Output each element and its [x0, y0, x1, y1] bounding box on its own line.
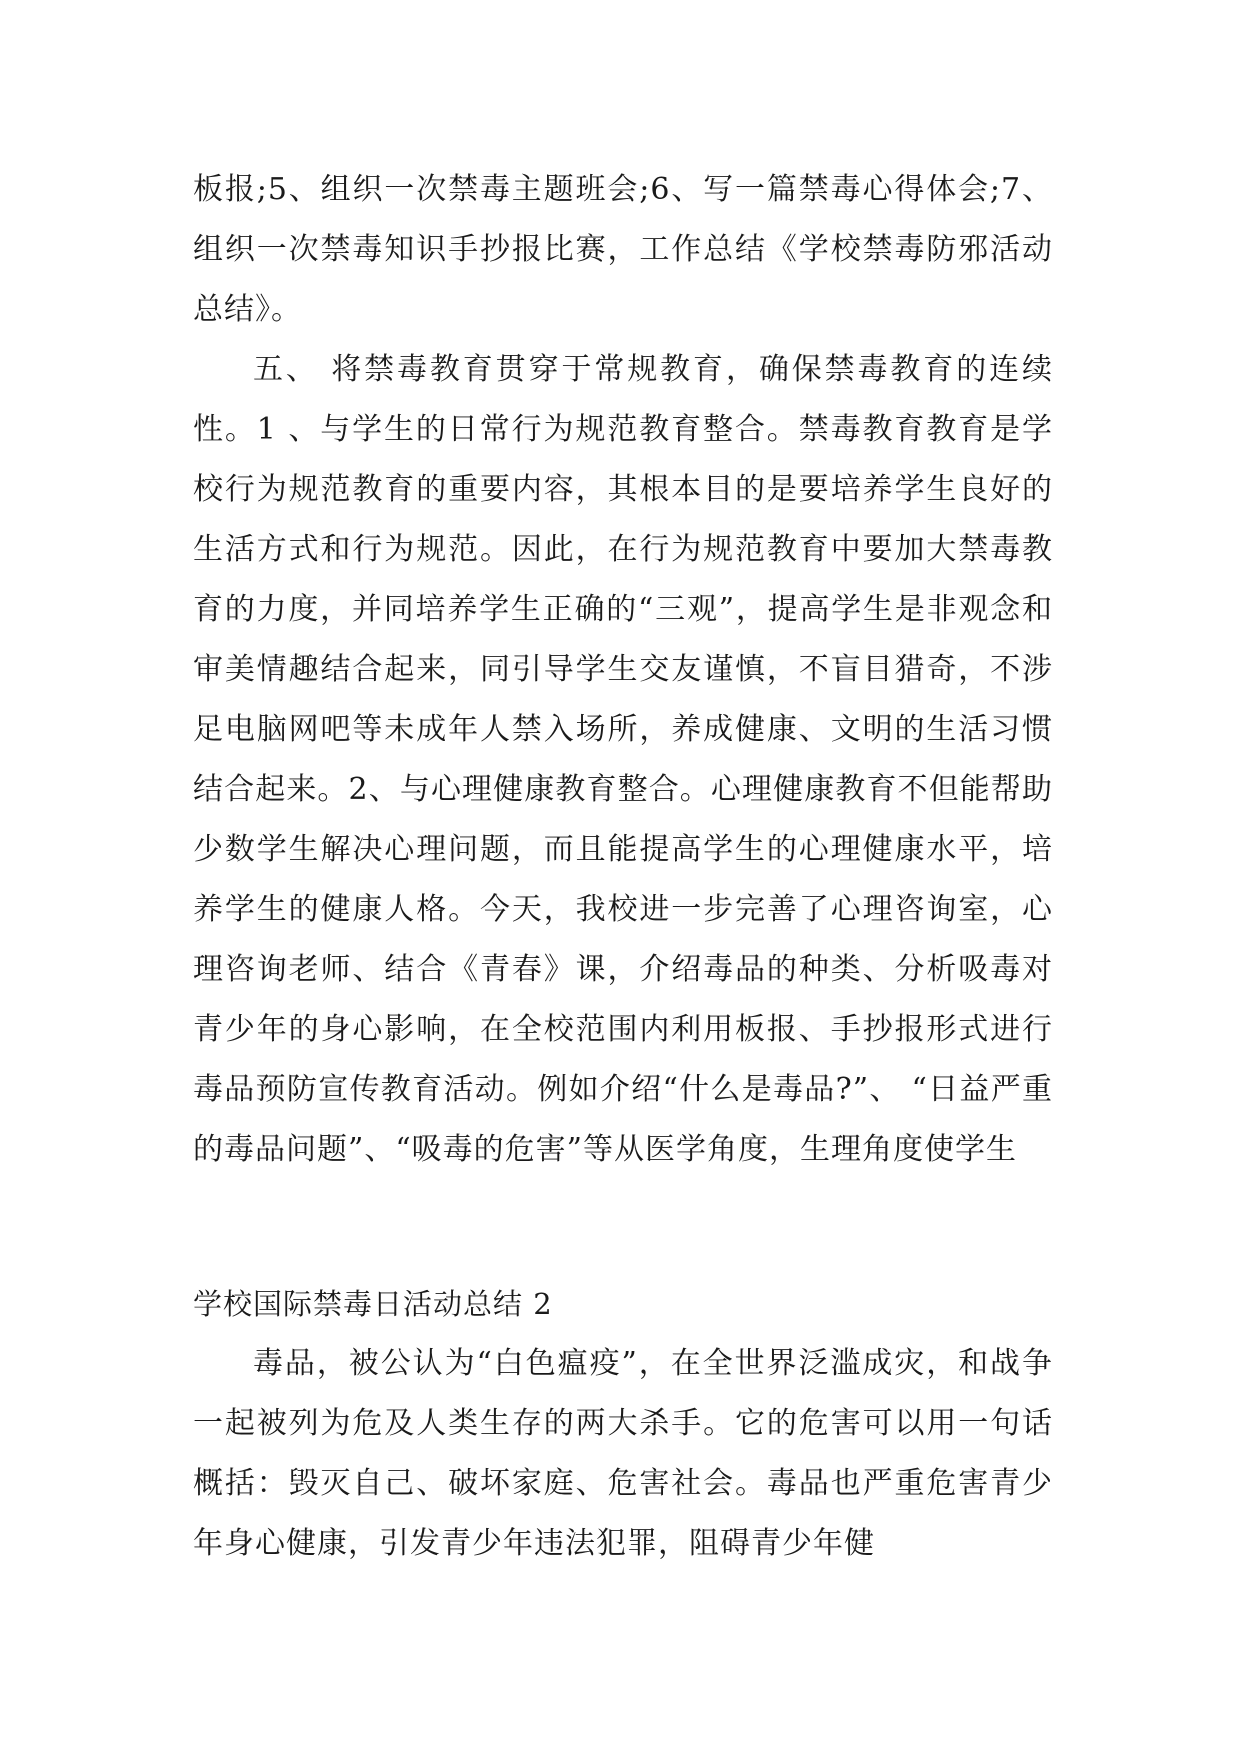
paragraph-continued: 板报;5、组织一次禁毒主题班会;6、写一篇禁毒心得体会;7、组织一次禁毒知识手抄报比赛，工作总结《学校禁毒防邪活动总结》。: [193, 172, 1053, 327]
paragraph-section-five: 五、 将禁毒教育贯穿于常规教育，确保禁毒教育的连续性。1 、与学生的日常行为规范教育整合。禁毒教育教育是学校行为规范教育的重要内容，其根本目的是要培养学生良好的生活方式和行为规范。因此，在行为规范教育中要加大禁毒教育的力度，并同培养学生正确的“三观”，提高学生是非观念和审美情趣结合起来，同引导学生交友谨慎，不盲目猎奇，不涉足电脑网吧等未成年人禁入场所，养成健康、文明的生活习惯结合起来。2、与心理健康教育整合。心理健康教育不但能帮助少数学生解决心理问题，而且能提高学生的心理健康水平，培养学生的健康人格。今天，我校进一步完善了心理咨询室，心理咨询老师、结合《青春》课，介绍毒品的种类、分析吸毒对青少年的身心影响，在全校范围内利用板报、手抄报形式进行毒品预防宣传教育活动。例如介绍“什么是毒品?”、 “日益严重的毒品问题”、“吸毒的危害”等从医学角度，生理角度使学生: [193, 352, 1053, 1167]
paragraph-intro: 毒品，被公认为“白色瘟疫”，在全世界泛滥成灾，和战争一起被列为危及人类生存的两大杀手。它的危害可以用一句话概括：毁灭自己、破坏家庭、危害社会。毒品也严重危害青少年身心健康，引发青少年违法犯罪，阻碍青少年健: [193, 1346, 1053, 1561]
section-title: 学校国际禁毒日活动总结 2: [193, 1287, 553, 1321]
document-page: [193, 160, 1053, 1574]
